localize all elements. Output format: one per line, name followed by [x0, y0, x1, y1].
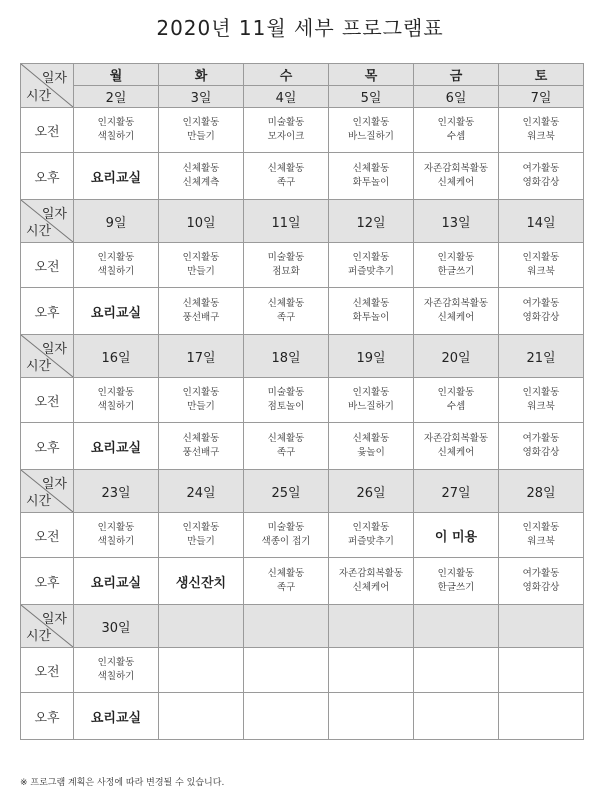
date-header	[499, 605, 584, 648]
activity-detail: 워크북	[527, 266, 555, 277]
date-header	[159, 605, 244, 648]
activity-cell	[499, 513, 584, 558]
corner-day-label: 일자	[41, 207, 67, 222]
morning-row	[21, 108, 584, 153]
activity-highlight: 요리교실	[90, 710, 142, 726]
activity-cell	[74, 378, 159, 423]
activity-cell	[499, 648, 584, 693]
activity-highlight: 생신잔치	[175, 575, 227, 591]
activity-category: 인지활동	[97, 657, 135, 668]
activity-category: 자존감회복활동	[423, 298, 489, 309]
activity-cell	[329, 693, 414, 740]
date-header: 21일	[499, 335, 584, 378]
activity-category: 인지활동	[437, 117, 475, 128]
activity-cell	[499, 378, 584, 423]
morning-row	[21, 243, 584, 288]
activity-highlight: 요리교실	[90, 440, 142, 456]
activity-cell	[159, 513, 244, 558]
activity-category: 인지활동	[352, 117, 390, 128]
activity-category: 인지활동	[182, 522, 220, 533]
date-header: 23일	[74, 470, 159, 513]
activity-cell	[414, 288, 499, 335]
activity-category: 자존감회복활동	[423, 163, 489, 174]
activity-category: 신체활동	[352, 433, 390, 444]
corner-header	[21, 335, 74, 378]
afternoon-row	[21, 423, 584, 470]
activity-detail: 퍼즐맞추기	[348, 536, 394, 547]
weekday-header: 금	[414, 64, 499, 86]
weekday-header: 월	[74, 64, 159, 86]
activity-detail: 색칠하기	[97, 401, 135, 412]
date-header-row	[21, 86, 584, 108]
activity-detail: 색칠하기	[97, 536, 135, 547]
activity-category: 인지활동	[352, 387, 390, 398]
corner-day-label: 일자	[41, 342, 67, 357]
activity-detail: 워크북	[527, 131, 555, 142]
activity-cell	[74, 243, 159, 288]
activity-detail: 신체계측	[182, 177, 220, 188]
activity-category: 여가활동	[522, 163, 560, 174]
activity-category: 여가활동	[522, 298, 560, 309]
activity-category: 인지활동	[182, 387, 220, 398]
activity-category: 인지활동	[182, 117, 220, 128]
activity-cell	[329, 153, 414, 200]
activity-cell	[159, 648, 244, 693]
activity-highlight: 요리교실	[90, 170, 142, 186]
date-header	[414, 605, 499, 648]
activity-detail: 모자이크	[267, 131, 305, 142]
corner-day-label: 일자	[41, 612, 67, 627]
activity-detail: 신체케어	[437, 312, 475, 323]
weekday-header: 목	[329, 64, 414, 86]
activity-detail: 한글쓰기	[437, 266, 475, 277]
activity-category: 신체활동	[352, 298, 390, 309]
activity-highlight: 이 미용	[434, 529, 478, 545]
activity-detail: 족구	[276, 312, 296, 323]
activity-detail: 색칠하기	[97, 266, 135, 277]
date-header-row	[21, 200, 584, 243]
date-header: 16일	[74, 335, 159, 378]
activity-detail: 화투놀이	[352, 312, 390, 323]
date-header: 19일	[329, 335, 414, 378]
date-header: 10일	[159, 200, 244, 243]
activity-category: 미술활동	[267, 117, 305, 128]
afternoon-row	[21, 558, 584, 605]
activity-detail: 만들기	[187, 536, 215, 547]
activity-detail: 족구	[276, 582, 296, 593]
activity-cell	[74, 513, 159, 558]
date-header: 14일	[499, 200, 584, 243]
slot-label-am: 오전	[21, 378, 74, 423]
activity-detail: 색칠하기	[97, 131, 135, 142]
slot-label-pm: 오후	[21, 558, 74, 605]
activity-category: 인지활동	[437, 387, 475, 398]
date-header-row	[21, 605, 584, 648]
activity-cell	[329, 558, 414, 605]
activity-cell	[74, 153, 159, 200]
activity-detail: 수셈	[446, 401, 466, 412]
activity-detail: 족구	[276, 447, 296, 458]
date-header: 6일	[414, 86, 499, 108]
activity-detail: 윷놀이	[357, 447, 385, 458]
activity-cell	[414, 243, 499, 288]
activity-cell	[74, 423, 159, 470]
activity-detail: 화투놀이	[352, 177, 390, 188]
activity-category: 인지활동	[97, 522, 135, 533]
slot-label-pm: 오후	[21, 288, 74, 335]
activity-cell	[244, 693, 329, 740]
corner-time-label: 시간	[26, 359, 52, 374]
activity-cell	[414, 378, 499, 423]
weekday-header: 화	[159, 64, 244, 86]
activity-category: 인지활동	[97, 387, 135, 398]
activity-category: 신체활동	[182, 298, 220, 309]
weekday-header: 수	[244, 64, 329, 86]
activity-cell	[159, 423, 244, 470]
activity-cell	[244, 243, 329, 288]
date-header: 11일	[244, 200, 329, 243]
afternoon-row	[21, 693, 584, 740]
activity-category: 인지활동	[522, 522, 560, 533]
date-header: 24일	[159, 470, 244, 513]
date-header: 18일	[244, 335, 329, 378]
activity-category: 인지활동	[97, 117, 135, 128]
activity-category: 인지활동	[182, 252, 220, 263]
activity-cell	[499, 153, 584, 200]
activity-cell	[499, 693, 584, 740]
activity-category: 인지활동	[97, 252, 135, 263]
date-header: 20일	[414, 335, 499, 378]
weekday-header-row	[21, 64, 584, 86]
activity-category: 여가활동	[522, 568, 560, 579]
activity-category: 신체활동	[182, 433, 220, 444]
activity-category: 신체활동	[267, 298, 305, 309]
activity-cell	[159, 153, 244, 200]
activity-category: 인지활동	[352, 252, 390, 263]
activity-category: 인지활동	[522, 117, 560, 128]
date-header: 2일	[74, 86, 159, 108]
date-header: 13일	[414, 200, 499, 243]
activity-cell	[244, 378, 329, 423]
activity-category: 미술활동	[267, 387, 305, 398]
date-header-row	[21, 335, 584, 378]
activity-cell	[244, 288, 329, 335]
activity-cell	[244, 513, 329, 558]
corner-header	[21, 200, 74, 243]
corner-time-label: 시간	[26, 89, 52, 104]
activity-category: 신체활동	[267, 163, 305, 174]
activity-category: 자존감회복활동	[338, 568, 404, 579]
activity-detail: 색칠하기	[97, 671, 135, 682]
activity-cell	[244, 558, 329, 605]
activity-detail: 워크북	[527, 536, 555, 547]
activity-category: 인지활동	[437, 252, 475, 263]
activity-cell	[74, 693, 159, 740]
activity-category: 신체활동	[267, 433, 305, 444]
activity-detail: 점묘화	[272, 266, 300, 277]
activity-cell	[159, 558, 244, 605]
date-header: 26일	[329, 470, 414, 513]
slot-label-am: 오전	[21, 243, 74, 288]
activity-detail: 바느질하기	[348, 131, 394, 142]
weekday-header: 토	[499, 64, 584, 86]
activity-detail: 신체케어	[437, 447, 475, 458]
footnote: ※ 프로그램 계획은 사정에 따라 변경될 수 있습니다.	[20, 778, 225, 788]
slot-label-am: 오전	[21, 108, 74, 153]
morning-row	[21, 378, 584, 423]
activity-detail: 만들기	[187, 266, 215, 277]
activity-detail: 풍선배구	[182, 447, 220, 458]
date-header	[329, 605, 414, 648]
slot-label-am: 오전	[21, 648, 74, 693]
schedule-table	[20, 63, 584, 740]
activity-detail: 만들기	[187, 401, 215, 412]
activity-cell	[329, 378, 414, 423]
activity-detail: 바느질하기	[348, 401, 394, 412]
activity-category: 신체활동	[267, 568, 305, 579]
date-header: 7일	[499, 86, 584, 108]
activity-cell	[159, 243, 244, 288]
activity-cell	[414, 423, 499, 470]
slot-label-am: 오전	[21, 513, 74, 558]
activity-cell	[414, 108, 499, 153]
date-header: 25일	[244, 470, 329, 513]
corner-day-label: 일자	[41, 477, 67, 492]
activity-category: 미술활동	[267, 522, 305, 533]
morning-row	[21, 648, 584, 693]
activity-category: 인지활동	[522, 387, 560, 398]
activity-cell	[329, 288, 414, 335]
activity-cell	[414, 648, 499, 693]
activity-cell	[414, 693, 499, 740]
corner-time-label: 시간	[26, 224, 52, 239]
activity-category: 미술활동	[267, 252, 305, 263]
date-header: 30일	[74, 605, 159, 648]
date-header: 9일	[74, 200, 159, 243]
activity-detail: 영화감상	[522, 582, 560, 593]
activity-detail: 신체케어	[437, 177, 475, 188]
activity-category: 인지활동	[437, 568, 475, 579]
activity-cell	[414, 153, 499, 200]
activity-cell	[329, 513, 414, 558]
corner-day-label: 일자	[41, 71, 67, 86]
activity-category: 인지활동	[522, 252, 560, 263]
activity-cell	[159, 378, 244, 423]
date-header: 12일	[329, 200, 414, 243]
activity-highlight: 요리교실	[90, 575, 142, 591]
activity-cell	[329, 648, 414, 693]
activity-detail: 풍선배구	[182, 312, 220, 323]
activity-highlight: 요리교실	[90, 305, 142, 321]
corner-header	[21, 470, 74, 513]
slot-label-pm: 오후	[21, 153, 74, 200]
activity-detail: 족구	[276, 177, 296, 188]
activity-cell	[244, 648, 329, 693]
activity-detail: 점토놀이	[267, 401, 305, 412]
activity-cell	[499, 108, 584, 153]
corner-header	[21, 64, 74, 108]
morning-row	[21, 513, 584, 558]
date-header: 5일	[329, 86, 414, 108]
activity-cell	[244, 153, 329, 200]
date-header: 17일	[159, 335, 244, 378]
date-header: 4일	[244, 86, 329, 108]
activity-category: 인지활동	[352, 522, 390, 533]
activity-cell	[74, 108, 159, 153]
activity-category: 여가활동	[522, 433, 560, 444]
activity-category: 자존감회복활동	[423, 433, 489, 444]
date-header: 27일	[414, 470, 499, 513]
activity-cell	[159, 693, 244, 740]
activity-cell	[244, 423, 329, 470]
activity-cell	[74, 288, 159, 335]
activity-detail: 수셈	[446, 131, 466, 142]
activity-detail: 퍼즐맞추기	[348, 266, 394, 277]
activity-category: 신체활동	[352, 163, 390, 174]
activity-cell	[329, 423, 414, 470]
page-title: 2020년 11월 세부 프로그램표	[156, 16, 444, 40]
activity-cell	[499, 558, 584, 605]
afternoon-row	[21, 288, 584, 335]
activity-cell	[244, 108, 329, 153]
activity-detail: 만들기	[187, 131, 215, 142]
activity-detail: 영화감상	[522, 312, 560, 323]
activity-detail: 색종이 접기	[261, 536, 311, 547]
activity-detail: 한글쓰기	[437, 582, 475, 593]
date-header: 3일	[159, 86, 244, 108]
activity-detail: 신체케어	[352, 582, 390, 593]
corner-header	[21, 605, 74, 648]
activity-cell	[414, 558, 499, 605]
corner-time-label: 시간	[26, 494, 52, 509]
activity-detail: 영화감상	[522, 447, 560, 458]
afternoon-row	[21, 153, 584, 200]
activity-cell	[499, 243, 584, 288]
activity-detail: 워크북	[527, 401, 555, 412]
activity-category: 신체활동	[182, 163, 220, 174]
date-header: 28일	[499, 470, 584, 513]
activity-cell	[159, 108, 244, 153]
activity-cell	[329, 108, 414, 153]
date-header	[244, 605, 329, 648]
slot-label-pm: 오후	[21, 693, 74, 740]
date-header-row	[21, 470, 584, 513]
activity-cell	[499, 288, 584, 335]
corner-time-label: 시간	[26, 629, 52, 644]
activity-cell	[414, 513, 499, 558]
activity-cell	[74, 558, 159, 605]
activity-cell	[329, 243, 414, 288]
activity-detail: 영화감상	[522, 177, 560, 188]
activity-cell	[499, 423, 584, 470]
activity-cell	[159, 288, 244, 335]
activity-cell	[74, 648, 159, 693]
slot-label-pm: 오후	[21, 423, 74, 470]
